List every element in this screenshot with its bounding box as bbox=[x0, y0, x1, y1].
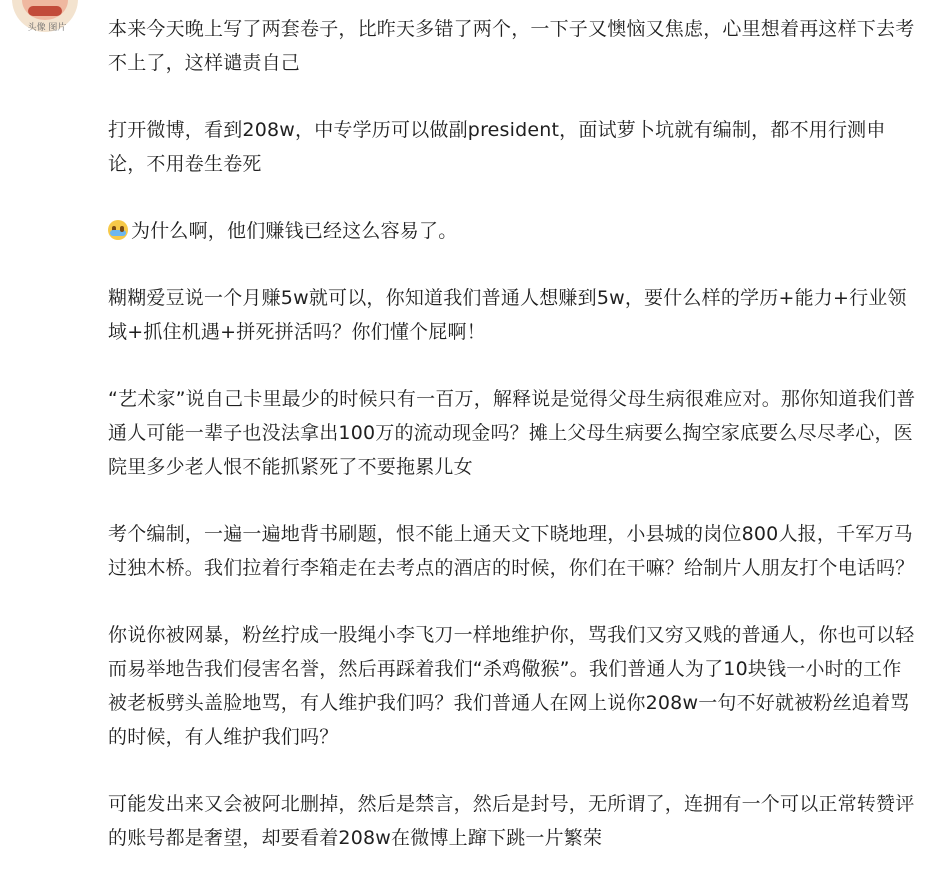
avatar-mouth bbox=[28, 6, 62, 16]
post-paragraph: “艺术家”说自己卡里最少的时候只有一百万，解释说是觉得父母生病很难应对。那你知道我们普通人可能一辈子也没法拿出100万的流动现金吗？摊上父母生病要么掏空家底要么尽尽孝心，医院里多少老人恨不能抓紧死了不要拖累儿女 bbox=[108, 388, 916, 478]
post-paragraph: 打开微博，看到208w，中专学历可以做副president，面试萝卜坑就有编制，都不用行测申论，不用卷生卷死 bbox=[108, 119, 886, 175]
avatar-caption: 头像 图片 bbox=[27, 23, 67, 33]
tear-shape bbox=[110, 230, 126, 236]
post-paragraph: 考个编制，一遍一遍地背书刷题，恨不能上通天文下晓地理，小县城的岗位800人报，千军万马过独木桥。我们拉着行李箱走在去考点的酒店的时候，你们在干嘛？给制片人朋友打个电话吗？ bbox=[108, 523, 915, 579]
post-paragraph: 可能发出来又会被阿北删掉，然后是禁言，然后是封号，无所谓了，连拥有一个可以正常转赞评的账号都是奢望，却要看着208w在微博上蹿下跳一片繁荣 bbox=[108, 793, 915, 849]
post-paragraph: 糊糊爱豆说一个月赚5w就可以，你知道我们普通人想赚到5w，要什么样的学历+能力+行业领域+抓住机遇+拼死拼活吗？你们懂个屁啊！ bbox=[108, 287, 907, 343]
post-body bbox=[108, 12, 920, 888]
post-paragraph-with-emoji bbox=[108, 214, 920, 248]
post-paragraph: 本来今天晚上写了两套卷子，比昨天多错了两个，一下子又懊恼又焦虑，心里想着再这样下去考不上了，这样谴责自己 bbox=[108, 18, 915, 74]
post-paragraph-text: 为什么啊，他们赚钱已经这么容易了。 bbox=[131, 220, 458, 242]
crying-face-icon bbox=[108, 220, 128, 240]
post-paragraph: 你说你被网暴，粉丝拧成一股绳小李飞刀一样地维护你，骂我们又穷又贱的普通人，你也可以轻而易举地告我们侵害名誉，然后再踩着我们“杀鸡儆猴”。我们普通人为了10块钱一小时的工作被老板劈头盖脸地骂，有人维护我们吗？我们普通人在网上说你208w一句不好就被粉丝追着骂的时候，有人维护我们吗？ bbox=[108, 624, 915, 748]
